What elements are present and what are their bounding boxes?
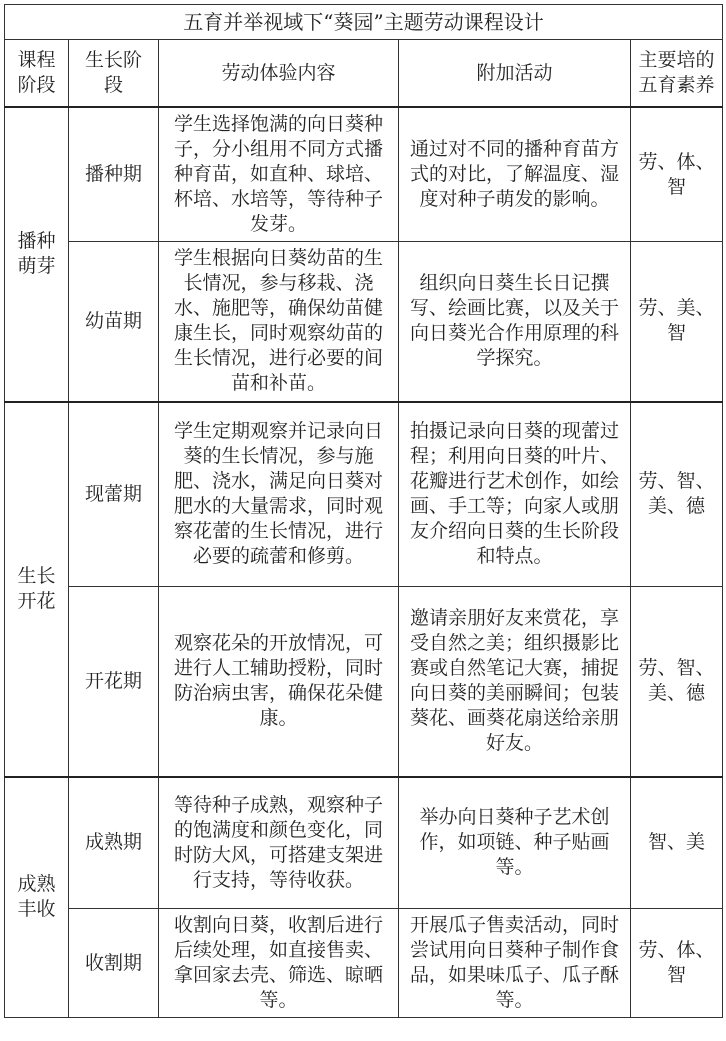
table-row	[5, 402, 723, 587]
growth-stage-cell: 成熟期	[69, 777, 159, 909]
quality-cell: 智、美	[631, 777, 723, 909]
quality-cell: 劳、智、美、德	[631, 402, 723, 587]
header-growth-stage: 生长阶段	[69, 40, 159, 108]
labor-content-cell: 学生定期观察并记录向日葵的生长情况，参与施肥、浇水，满足向日葵对肥水的大量需求，同时观察花蕾的生长情况，进行必要的疏蕾和修剪。	[159, 402, 399, 587]
labor-content-cell: 收割向日葵，收割后进行后续处理，如直接售卖、拿回家去壳、筛选、晾晒等。	[159, 909, 399, 1018]
header-extra-activity: 附加活动	[399, 40, 631, 108]
header-course-stage: 课程阶段	[5, 40, 69, 108]
growth-stage-cell: 幼苗期	[69, 242, 159, 402]
extra-activity-cell: 通过对不同的播种育苗方式的对比，了解温度、湿度对种子萌发的影响。	[399, 107, 631, 242]
quality-cell: 劳、体、智	[631, 909, 723, 1018]
growth-stage-cell: 现蕾期	[69, 402, 159, 587]
table-row	[5, 242, 723, 402]
quality-cell: 劳、智、美、德	[631, 587, 723, 777]
labor-content-cell: 等待种子成熟，观察种子的饱满度和颜色变化，同时防大风，可搭建支架进行支持，等待收获。	[159, 777, 399, 909]
table-row	[5, 909, 723, 1018]
course-stage-cell: 播种萌芽	[5, 107, 69, 402]
labor-content-cell: 学生选择饱满的向日葵种子，分小组用不同方式播种育苗，如直种、球培、杯培、水培等，等待种子发芽。	[159, 107, 399, 242]
quality-cell: 劳、美、智	[631, 242, 723, 402]
quality-cell: 劳、体、智	[631, 107, 723, 242]
labor-content-cell: 学生根据向日葵幼苗的生长情况，参与移栽、浇水、施肥等，确保幼苗健康生长，同时观察幼苗的生长情况，进行必要的间苗和补苗。	[159, 242, 399, 402]
header-five-qualities: 主要培的五育素养	[631, 40, 723, 108]
extra-activity-cell: 举办向日葵种子艺术创作，如项链、种子贴画等。	[399, 777, 631, 909]
table-row	[5, 587, 723, 777]
growth-stage-cell: 收割期	[69, 909, 159, 1018]
table-row	[5, 777, 723, 909]
header-labor-content: 劳动体验内容	[159, 40, 399, 108]
course-design-table	[4, 4, 723, 1018]
labor-content-cell: 观察花朵的开放情况，可进行人工辅助授粉，同时防治病虫害，确保花朵健康。	[159, 587, 399, 777]
table-title: 五育并举视域下“葵园”主题劳动课程设计	[5, 5, 723, 40]
course-stage-cell: 成熟丰收	[5, 777, 69, 1018]
table-row	[5, 107, 723, 242]
growth-stage-cell: 播种期	[69, 107, 159, 242]
course-stage-cell: 生长开花	[5, 402, 69, 777]
extra-activity-cell: 拍摄记录向日葵的现蕾过程；利用向日葵的叶片、花瓣进行艺术创作，如绘画、手工等；向家人或朋友介绍向日葵的生长阶段和特点。	[399, 402, 631, 587]
extra-activity-cell: 开展瓜子售卖活动，同时尝试用向日葵种子制作食品，如果味瓜子、瓜子酥等。	[399, 909, 631, 1018]
growth-stage-cell: 开花期	[69, 587, 159, 777]
extra-activity-cell: 邀请亲朋好友来赏花，享受自然之美；组织摄影比赛或自然笔记大赛，捕捉向日葵的美丽瞬间；包装葵花、画葵花扇送给亲朋好友。	[399, 587, 631, 777]
extra-activity-cell: 组织向日葵生长日记撰写、绘画比赛，以及关于向日葵光合作用原理的科学探究。	[399, 242, 631, 402]
